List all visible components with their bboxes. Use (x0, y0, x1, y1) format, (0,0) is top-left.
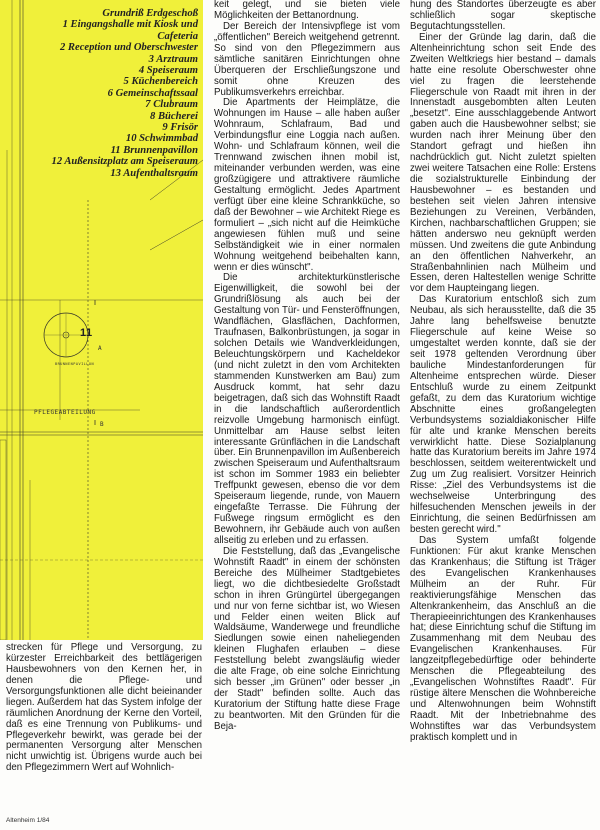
plan-label-pflege: PFLEGEABTEILUNG (34, 409, 96, 416)
legend-item: 12 Außensitzplatz am Speiseraum (51, 156, 198, 168)
legend-item: 8 Bücherei (150, 110, 198, 122)
legend-item: 4 Speiseraum (138, 65, 198, 77)
legend-item: 7 Clubraum (145, 99, 198, 111)
paragraph: Einer der Gründe lag darin, daß die Altenheinrichtung schon seit Ende des Zweiten Weltkriegs hier bestand – damals hatte eine resolute Oberschwester ohne viel zu fragen die leerstehende Fliegerschule von Raadt mit ihren in der Innenstadt ausgebombten alten Leuten „besetzt". Eine ausschlaggebende Antwort gaben auch die Hausbewohner selbst; sie wurden nach ihrer Meinung über den Standort gefragt und hießen ihn nachdrücklich gut. Nicht zuletzt spielten zwei weitere Tatsachen eine Rolle: Erstens die sozialstrukturelle Einbindung der Hausbewohner – es bestanden und bestehen seit vielen Jahren intensive Beziehungen zu Vereinen, Verbänden, Kirchen, nachbarschaftlichen Gruppen; sie hätten anderswo neu geknüpft werden müssen. Und zweitens die gute Anbindung an den öffentlichen Nahverkehr, an Straßenbahnlinien nach Mülheim und Essen, deren Haltestellen wenige Schritte vor dem Haupteingang liegen. (410, 31, 596, 295)
text-column-1 (6, 643, 202, 774)
paragraph: hung des Standortes überzeugte es aber schließlich sogar skeptische Begutachtungsstellen. (410, 0, 596, 32)
paragraph: Die Apartments der Heimplätze, die Wohnungen im Hause – alle haben außer Wohnraum, Schlafraum, Bad und Verbindungsflur eine Loggia nach außen. Wohn- und Schlafraum können, weil die Trennwand zwischen ihnen mobil ist, miteinander verbunden werden, was eine großzügigere und attraktivere räumliche Gestaltung ermöglicht. Jedes Apartment verfügt über eine kleine Schrankküche, so daß der Bewohner – wie Architekt Riege es formuliert – „sich nicht auf die Heimküche angewiesen fühlen muß und seine Selbständigkeit wie in einer normalen Wohnung weitgehend beibehalten kann, wenn er dies wünscht". (214, 97, 400, 273)
legend-item: 1 Eingangshalle mit Kiosk und Cafeteria (62, 19, 198, 42)
plan-label-11: 11 (80, 327, 93, 339)
floor-plan (0, 0, 203, 640)
legend-item: 5 Küchenbereich (123, 76, 198, 88)
paragraph: strecken für Pflege und Versorgung, zu kürzester Erreichbarkeit des bettlägerigen Hausbewohners von den Kernen her, in denen die Pflege- und Versorgungsfunktionen alle dicht beieinander liegen. Außerdem hat das System infolge der räumlichen Anordnung der Kerne den Vorteil, daß es eine Trennung von Publikums- und Pflegeverkehr bewirkt, was gerade bei der permanenten Versorgung alter Menschen nicht unwichtig ist. Übrigens wurde auch bei den Pflegezimmern Wert auf Wohnlich- (6, 642, 202, 774)
legend-item: 10 Schwimmbad (125, 133, 198, 145)
page-footer: Altenheim 1/84 (6, 817, 50, 824)
paragraph: Das Kuratorium entschloß sich zum Neubau, als sich herausstellte, daß die 35 Jahre lang behelfsweise benutzte Fliegerschule auf keine Weise so umgestaltet werden konnte, daß sie der seit 1978 geltenden Verordnung über bauliche Mindestanforderungen für Altenheime entsprechen würde. Dieser Entschluß wurde zu einem Zeitpunkt gefaßt, zu dem das Kuratorium wichtige Abschnitte eines großangelegten Verbundsystems sozialdiakonischer Hilfe für alte und kranke Menschen bereits verwirklicht hatte. Diese Sozialplanung hatte das Kuratorium bereits im Jahre 1974 beschlossen, seitdem weiterentwickelt und Zug um Zug realisiert. Vorsitzer Heinrich Risse: „Ziel des Verbundsystems ist die wechselweise Unterbringung des hilfesuchenden Menschen jeweils in der Einrichtung, die seinen Bedürfnissen am besten gerecht wird." (410, 294, 596, 535)
paragraph: Der Bereich der Intensivpflege ist vom „öffentlichen" Bereich weitgehend getrennt. So sind von den Pflegezimmern aus sämtliche sanitären Einrichtungen ohne Überqueren der Erschließungszone und somit ohne Kreuzen des Publikumsverkehrs erreichbar. (214, 20, 400, 98)
legend-item: 9 Frisör (162, 122, 198, 134)
plan-label-b: B (100, 421, 105, 428)
text-column-2 (214, 0, 400, 733)
plan-label-brunnen: BRUNNENPAVILLON (55, 362, 95, 366)
floor-plan-legend (30, 8, 198, 179)
legend-item: 3 Arztraum (148, 53, 198, 65)
legend-item: 2 Reception und Oberschwester (59, 42, 198, 54)
text-column-3 (410, 0, 596, 744)
legend-title: Grundriß Erdgeschoß (102, 8, 198, 19)
paragraph: Die Feststellung, daß das „Evangelische Wohnstift Raadt" in einem der schönsten Bereiche des Mülheimer Stadtgebietes liegt, wo die dichtbesiedelte Großstadt schon in ihren Grüngürtel übergegangen und nur von ferne sichtbar ist, wo Wiesen und Felder einen weiten Blick auf Waldsäume, Wanderwege und freundliche Siedlungen sowie einen naheliegenden kleinen Flughafen erlauben – diese Feststellung belebt zwangsläufig wieder die alte Frage, ob eine solche Einrichtung sich besser „im Grünen" oder besser „in der Stadt" befinden sollte. Auch das Kuratorium der Stiftung hatte diese Frage zu beantworten. Mit den Gründen für die Beja- (214, 545, 400, 732)
paragraph: Die architekturkünstlerische Eigenwilligkeit, die sowohl bei der Grundrißlösung als auch bei der Gestaltung von Tür- und Fensteröffnungen, Wandflächen, Glasflächen, Dachformen, Traufnasen, Balkonbrüstungen, ja sogar in solchen Details wie Wandverkleidungen, Beleuchtungskörpern und Kacheldekor (und nicht zuletzt in den vom Architekten stammenden Kunstwerken am Bau) zum Ausdruck kommt, hat sehr dazu beigetragen, daß sich das Wohnstift Raadt in die landschaftlich außerordentlich reizvolle Umgebung harmonisch einfügt. Unmittelbar am Hause selbst leiten interessante Grünflächen in die Landschaft über. Ein Brunnenpavillon im Außenbereich zwischen Speiseraum und Aufenthaltsraum ist schon im Sommer 1983 ein beliebter Treffpunkt gewesen, ebenso die vor dem Speiseraum liegende, runde, von Mauern eingefaßte Terrasse. Die Führung der Fußwege ringsum ermöglicht es den Bewohnern, ihr Gebäude auch von außen allseitig zu erleben und zu erfassen. (214, 272, 400, 546)
legend-item: 6 Gemeinschaftssaal (107, 87, 198, 99)
paragraph: Das System umfaßt folgende Funktionen: Für akut kranke Menschen das Krankenhaus; die Stiftung ist Träger des Evangelischen Krankenhauses Mülheim an der Ruhr. Für reaktivierungsfähige Menschen das Altenkrankenheim, das Anschluß an die Therapieeinrichtungen des Krankenhauses hat; diese Einrichtung schuf die Stiftung im Zusammenhang mit dem Neubau des Evangelischen Krankenhauses. Für langzeitpflegebedürftige oder behinderte Menschen die Pflegeabteilung des „Evangelischen Wohnstiftes Raadt". Für rüstige ältere Menschen die Wohnbereiche und Altenwohnungen beim Wohnstift Raadt. Mit der Inbetriebnahme des Wohnstiftes war das Verbundsystem praktisch komplett und in (410, 534, 596, 743)
plan-label-a: A (98, 345, 103, 352)
legend-item: 11 Brunnenpavillon (110, 144, 198, 156)
legend-item: 13 Aufenthaltsraum (110, 167, 198, 179)
paragraph: keit gelegt, und sie bieten viele Möglichkeiten der Bettanordnung. (214, 0, 400, 21)
